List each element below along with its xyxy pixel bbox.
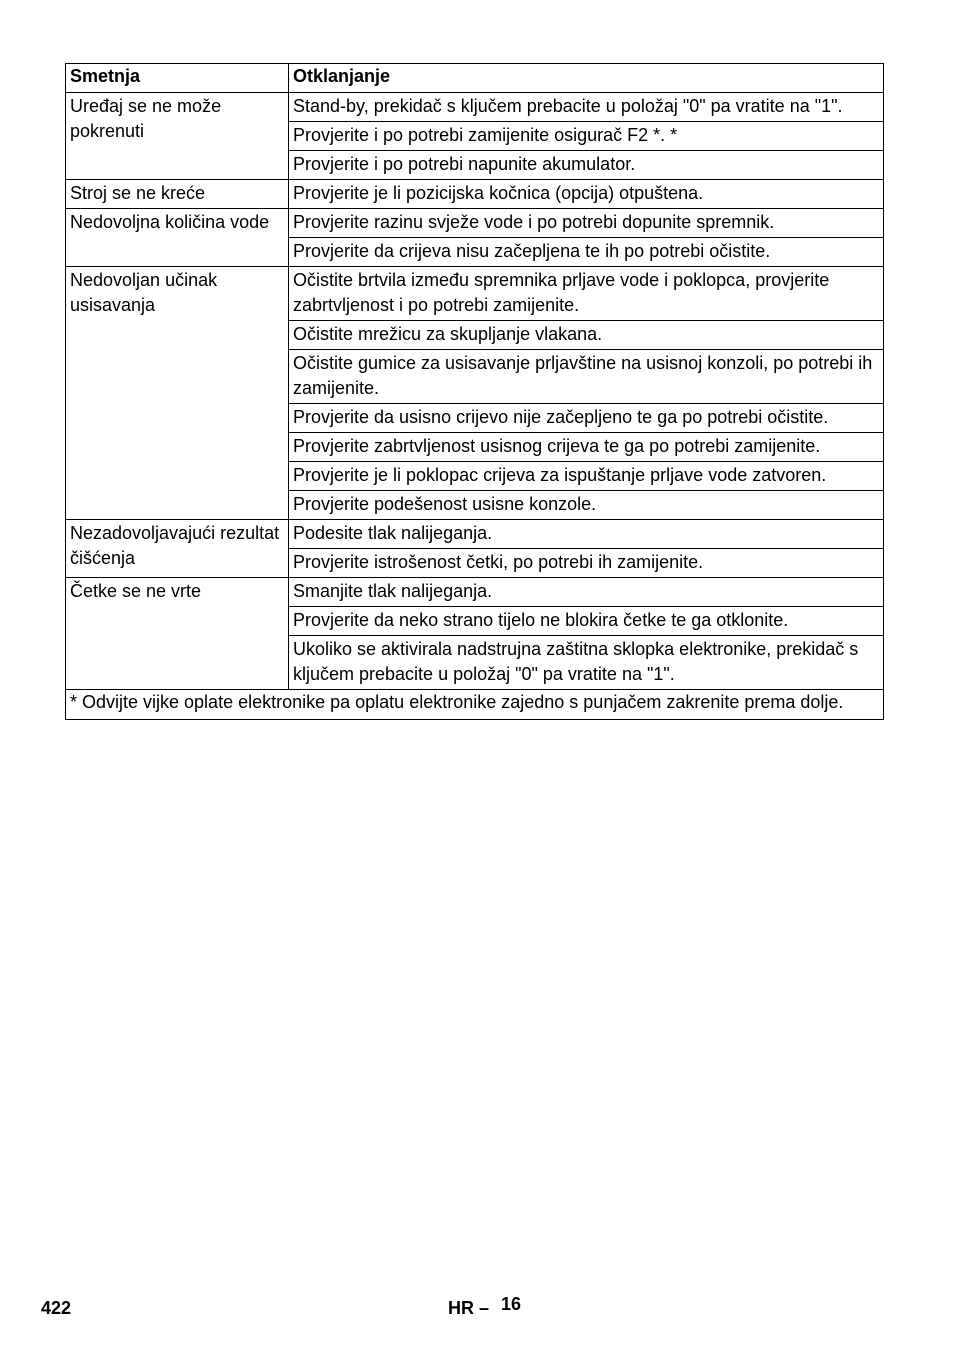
footnote-text: * Odvijte vijke oplate elektronike pa oplatu elektronike zajedno s punjačem zakrenite prema dolje. [66, 690, 884, 720]
remedy-cell: Provjerite istrošenost četki, po potrebi ih zamijenite. [289, 549, 884, 578]
table-header-row [66, 64, 884, 93]
remedy-cell: Smanjite tlak nalijeganja. [289, 578, 884, 607]
fault-cell: Nedovoljna količina vode [66, 209, 289, 267]
table-row [66, 180, 884, 209]
page-number: 422 [41, 1298, 72, 1318]
remedy-cell: Provjerite zabrtvljenost usisnog crijeva te ga po potrebi zamijenite. [289, 433, 884, 462]
remedy-cell: Provjerite i po potrebi zamijenite osigurač F2 *. * [289, 122, 884, 151]
remedy-cell: Provjerite je li poklopac crijeva za ispuštanje prljave vode zatvoren. [289, 462, 884, 491]
fault-cell: Nezadovoljavajući rezultat čišćenja [66, 520, 289, 578]
remedy-cell: Ukoliko se aktivirala nadstrujna zaštitna sklopka elektronike, prekidač s ključem prebacite u položaj "0" pa vratite na "1". [289, 636, 884, 690]
remedy-cell: Provjerite podešenost usisne konzole. [289, 491, 884, 520]
remedy-cell: Podesite tlak nalijeganja. [289, 520, 884, 549]
section-page-number: 16 [501, 1294, 522, 1314]
remedy-cell: Očistite mrežicu za skupljanje vlakana. [289, 321, 884, 350]
troubleshooting-table-wrapper [65, 63, 883, 720]
remedy-cell: Provjerite da crijeva nisu začepljena te ih po potrebi očistite. [289, 238, 884, 267]
table-row [66, 578, 884, 607]
remedy-cell: Provjerite i po potrebi napunite akumulator. [289, 151, 884, 180]
footnote-row [66, 690, 884, 720]
remedy-cell: Očistite gumice za usisavanje prljavštine na usisnoj konzoli, po potrebi ih zamijenite. [289, 350, 884, 404]
fault-cell: Stroj se ne kreće [66, 180, 289, 209]
remedy-cell: Provjerite da neko strano tijelo ne blokira četke te ga otklonite. [289, 607, 884, 636]
table-row [66, 93, 884, 122]
fault-cell: Četke se ne vrte [66, 578, 289, 690]
table-row [66, 267, 884, 321]
fault-cell: Uređaj se ne može pokrenuti [66, 93, 289, 180]
table-row [66, 209, 884, 238]
remedy-cell: Provjerite da usisno crijevo nije začepljeno te ga po potrebi očistite. [289, 404, 884, 433]
language-label: HR – [448, 1298, 490, 1318]
remedy-cell: Stand-by, prekidač s ključem prebacite u položaj "0" pa vratite na "1". [289, 93, 884, 122]
remedy-cell: Očistite brtvila između spremnika prljave vode i poklopca, provjerite zabrtvljenost i po potrebi zamijenite. [289, 267, 884, 321]
fault-cell: Nedovoljan učinak usisavanja [66, 267, 289, 520]
remedy-cell: Provjerite razinu svježe vode i po potrebi dopunite spremnik. [289, 209, 884, 238]
header-remedy: Otklanjanje [289, 64, 884, 93]
table-row [66, 520, 884, 549]
page-footer [0, 1294, 954, 1324]
troubleshooting-table [65, 63, 884, 720]
header-fault: Smetnja [66, 64, 289, 93]
remedy-cell: Provjerite je li pozicijska kočnica (opcija) otpuštena. [289, 180, 884, 209]
